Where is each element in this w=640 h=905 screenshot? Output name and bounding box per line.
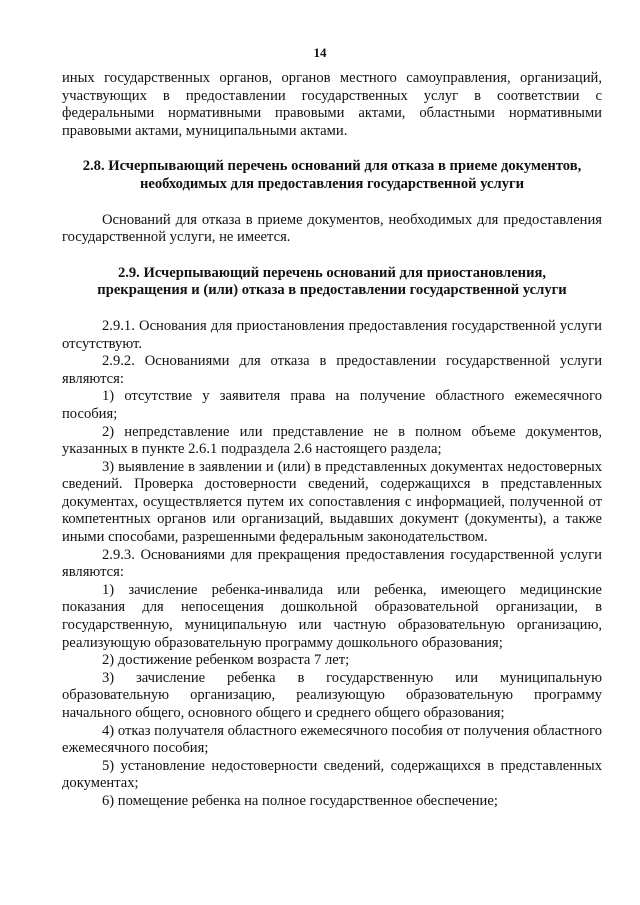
termination-item-2: 2) достижение ребенком возраста 7 лет; [102,652,350,669]
section-2-8-text: Оснований для отказа в приеме документов, необходимых для предоставления государственной услуги, не имеется. [62,211,602,246]
section-2-8-heading: 2.8. Исчерпывающий перечень оснований для отказа в приеме документов, необходимых для предоставления государственной услуги [82,158,582,192]
paragraph-2-9-1: 2.9.1. Основания для приостановления предоставления государственной услуги отсутствуют. [62,317,602,352]
termination-item-6: 6) помещение ребенка на полное государственное обеспечение; [102,792,498,809]
refusal-item-3: 3) выявление в заявлении и (или) в представленных документах недостоверных сведений. Проверка достоверности сведений, содержащихся в представленных документах, осуществляется путем их сопоставления с информацией, полученной от компетентных органов или организаций, выдавших документ (документы), а также иными способами, разрешенными федеральным законодательством. [62,458,602,546]
intro-paragraph: иных государственных органов, органов местного самоуправления, организаций, участвующих в предоставлении государственных услуг в соответствии с федеральными нормативными правовыми актами, областными нормативными правовыми актами, муниципальными актами. [62,70,602,139]
page-number: 14 [313,45,327,60]
paragraph-2-9-3: 2.9.3. Основаниями для прекращения предоставления государственной услуги являются: [62,546,602,581]
paragraph-2-9-2: 2.9.2. Основаниями для отказа в предоставлении государственной услуги являются: [62,353,602,387]
termination-item-1: 1) зачисление ребенка-инвалида или ребенка, имеющего медицинские показания для непосещения дошкольной образовательной организации, в государственную, муниципальную или частную образовательную организацию, реализующую образовательную программу дошкольного образования; [62,581,602,651]
refusal-item-2: 2) непредставление или представление не в полном объеме документов, указанных в пункте 2.6.1 подраздела 2.6 настоящего раздела; [62,423,602,458]
termination-item-4: 4) отказ получателя областного ежемесячного пособия от получения областного ежемесячного пособия; [62,722,602,757]
refusal-item-1: 1) отсутствие у заявителя права на получение областного ежемесячного пособия; [62,388,602,422]
termination-item-5: 5) установление недостоверности сведений, содержащихся в представленных документах; [62,757,602,792]
page-content [62,70,602,811]
section-2-9-heading: 2.9. Исчерпывающий перечень оснований для приостановления, прекращения и (или) отказа в предоставлении государственной услуги [97,264,567,299]
termination-item-3: 3) зачисление ребенка в государственную или муниципальную образовательную организацию, реализующую образовательную программу начального общего, основного общего и среднего общего образования; [62,669,602,721]
